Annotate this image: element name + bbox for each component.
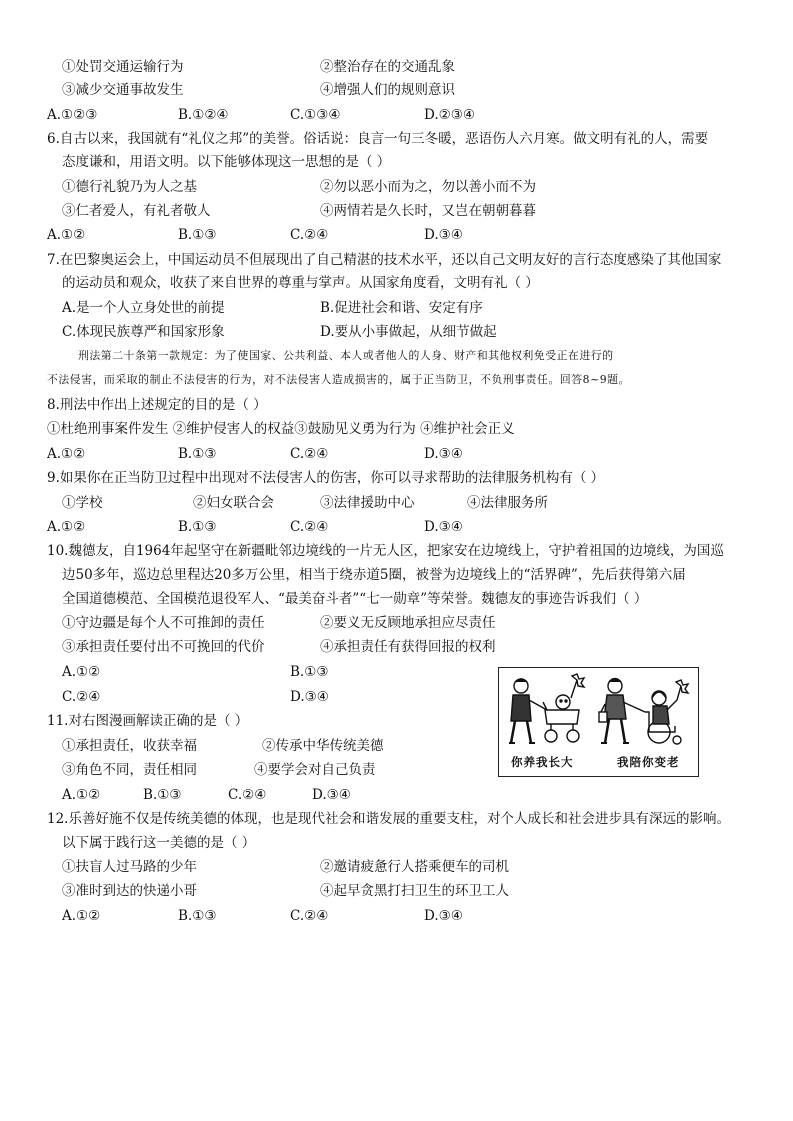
q12-answer-c: C.②④ <box>290 908 329 924</box>
q12-option-4: ④起早贪黑打扫卫生的环卫工人 <box>320 883 509 899</box>
q11-answer-a: A.①② <box>62 787 101 803</box>
q10-answer-b: B.①③ <box>290 664 329 680</box>
q8-answer-a: A.①② <box>47 446 86 462</box>
q8-options: ①杜绝刑事案件发生 ②维护侵害人的权益③鼓励见义勇为行为 ④维护社会正义 <box>47 421 515 437</box>
q9-stem: 9.如果你在正当防卫过程中出现对不法侵害人的伤害，你可以寻求帮助的法律服务机构有（ ） <box>47 470 605 486</box>
q8-stem: 8.刑法中作出上述规定的目的是（ ） <box>47 397 267 413</box>
q6-answer-c: C.②④ <box>290 227 329 243</box>
q9-answer-c: C.②④ <box>290 519 329 535</box>
q6-option-4: ④两情若是久长时，又岂在朝朝暮暮 <box>320 203 536 219</box>
q12-answer-d: D.③④ <box>424 908 463 924</box>
q6-option-3: ③仁者爱人，有礼者敬人 <box>62 203 211 219</box>
q9-option-4: ④法律服务所 <box>467 495 548 511</box>
q8-answer-b: B.①③ <box>178 446 217 462</box>
q7-option-b: B.促进社会和谐、安定有序 <box>320 300 483 316</box>
q9-option-1: ①学校 <box>62 495 103 511</box>
q7-option-c: C.体现民族尊严和国家形象 <box>62 324 225 340</box>
q12-option-1: ①扶盲人过马路的少年 <box>62 859 197 875</box>
q12-stem-line2: 以下属于践行这一美德的是（ ） <box>62 835 256 851</box>
q10-stem-line2: 边50多年，巡边总里程达20多万公里，相当于绕赤道5圈，被誉为边境线上的“活界碑”，先后获得第六届 <box>62 567 686 583</box>
q10-answer-d: D.③④ <box>290 689 329 705</box>
q11-option-1: ①承担责任，收获幸福 <box>62 738 197 754</box>
q12-answer-a: A.①② <box>62 908 101 924</box>
q8-answer-d: D.③④ <box>424 446 463 462</box>
q5-answer-a: A.①②③ <box>47 107 98 123</box>
q11-stem: 11.对右图漫画解读正确的是（ ） <box>47 713 249 729</box>
q5-answer-b: B.①②④ <box>178 107 229 123</box>
q6-option-2: ②勿以恶小而为之，勿以善小而不为 <box>320 179 536 195</box>
q10-option-2: ②要义无反顾地承担应尽责任 <box>320 615 496 631</box>
passage-line1: 刑法第二十条第一款规定：为了使国家、公共利益、本人或者他人的人身、财产和其他权利免受正在进行的 <box>78 349 614 362</box>
q12-option-3: ③准时到达的快递小哥 <box>62 883 197 899</box>
q12-stem-line1: 12.乐善好施不仅是传统美德的体现，也是现代社会和谐发展的重要支柱，对个人成长和社会进步具有深远的影响。 <box>47 811 730 827</box>
q5-option-2: ②整治存在的交通乱象 <box>320 59 455 75</box>
q6-stem-line2: 态度谦和，用语文明。以下能够体现这一思想的是（ ） <box>62 154 391 170</box>
q7-option-a: A.是一个人立身处世的前提 <box>62 300 225 316</box>
q9-answer-b: B.①③ <box>178 519 217 535</box>
q5-answer-c: C.①③④ <box>290 107 341 123</box>
q5-answer-d: D.②③④ <box>424 107 475 123</box>
q9-option-2: ②妇女联合会 <box>193 495 274 511</box>
q11-answer-d: D.③④ <box>312 787 351 803</box>
q12-option-2: ②邀请疲惫行人搭乘便车的司机 <box>320 859 509 875</box>
q6-answer-a: A.①② <box>47 227 86 243</box>
q10-option-4: ④承担责任有获得回报的权利 <box>320 639 496 655</box>
q11-answer-c: C.②④ <box>228 787 267 803</box>
q10-stem-line3: 全国道德模范、全国模范退役军人、“最美奋斗者”“七一勋章”等荣誉。魏德友的事迹告诉我们（ ） <box>62 591 648 607</box>
q10-option-3: ③承担责任要付出不可挽回的代价 <box>62 639 265 655</box>
q8-answer-c: C.②④ <box>290 446 329 462</box>
q6-stem-line1: 6.自古以来，我国就有“礼仪之邦”的美誉。俗话说：良言一句三冬暖，恶语伤人六月寒。做文明有礼的人，需要 <box>47 131 709 147</box>
q7-stem-line1: 7.在巴黎奥运会上，中国运动员不但展现出了自己精湛的技术水平，还以自己文明友好的言行态度感染了其他国家 <box>47 252 722 268</box>
comic-caption-right: 我陪你变老 <box>617 755 680 769</box>
q6-answer-d: D.③④ <box>424 227 463 243</box>
passage-line2: 不法侵害，而采取的制止不法侵害的行为，对不法侵害人造成损害的，属于正当防卫，不负刑事责任。回答8~9题。 <box>47 373 631 386</box>
q10-answer-c: C.②④ <box>62 689 101 705</box>
q11-answer-b: B.①③ <box>143 787 182 803</box>
q10-option-1: ①守边疆是每个人不可推卸的责任 <box>62 615 265 631</box>
comic-drawing <box>499 668 697 752</box>
comic-illustration <box>498 667 699 777</box>
q5-option-3: ③减少交通事故发生 <box>62 82 184 98</box>
q7-stem-line2: 的运动员和观众，收获了来自世界的尊重与掌声。从国家角度看，文明有礼（ ） <box>62 275 539 291</box>
q10-stem-line1: 10.魏德友，自1964年起坚守在新疆毗邻边境线的一片无人区，把家安在边境线上，守护着祖国的边境线，为国巡 <box>47 543 724 559</box>
q9-answer-a: A.①② <box>47 519 86 535</box>
q9-option-3: ③法律援助中心 <box>320 495 415 511</box>
q11-option-2: ②传承中华传统美德 <box>262 738 384 754</box>
comic-caption-left: 你养我长大 <box>511 755 574 769</box>
q10-answer-a: A.①② <box>62 664 101 680</box>
q5-option-4: ④增强人们的规则意识 <box>320 82 455 98</box>
q12-answer-b: B.①③ <box>178 908 217 924</box>
q7-option-d: D.要从小事做起，从细节做起 <box>320 324 497 340</box>
q11-option-3: ③角色不同，责任相同 <box>62 762 197 778</box>
q9-answer-d: D.③④ <box>424 519 463 535</box>
q5-option-1: ①处罚交通运输行为 <box>62 59 184 75</box>
q11-option-4: ④要学会对自己负责 <box>254 762 376 778</box>
q6-option-1: ①德行礼貌乃为人之基 <box>62 179 197 195</box>
q6-answer-b: B.①③ <box>178 227 217 243</box>
